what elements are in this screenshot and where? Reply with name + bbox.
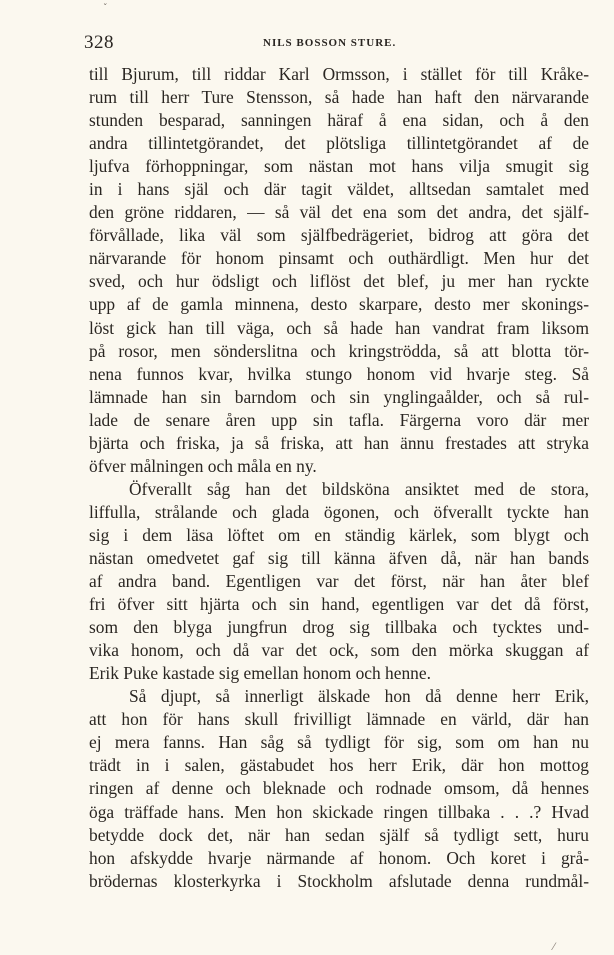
text-line: in i hans själ och där tagit väldet, alltsedan samtalet med [89,179,589,200]
text-line: nena funnos kvar, hvilka stungo honom vid hvarje steg. Så [89,363,589,384]
text-line: rum till herr Ture Stensson, så hade han haft den närvarande [89,87,589,108]
text-line: Öfverallt såg han det bildsköna ansiktet med de stora, [129,478,589,499]
text-line: förvållade, lika väl som själfbedrägeriet, bidrog att göra det [89,225,589,246]
text-line: Så djupt, så innerligt älskade hon då denne herr Erik, [129,686,589,707]
text-line: löst gick han till väga, och så hade han vandrat fram liksom [89,317,589,338]
text-line: lämnade han sin barndom och sin ynglingaålder, och så rul- [89,386,589,407]
text-line: brödernas klosterkyrka i Stockholm afslutade denna rundmål- [89,870,589,891]
text-line: bjärta och friska, ja så friska, att han ännu frestades att stryka [89,432,589,453]
text-line: den gröne riddaren, — så väl det ena som det andra, det själf- [89,202,589,223]
text-line: betydde dock det, när han sedan själf så tydligt sett, huru [89,824,589,845]
text-line: öga träffade hans. Men hon skickade ringen tillbaka . . .? Hvad [89,801,589,822]
text-line: att hon för hans skull frivilligt lämnade en värld, där han [89,709,589,730]
text-line: ljufva förhoppningar, som nästan mot hans vilja smugit sig [89,156,589,177]
text-line: nästan omedvetet gaf sig till känna äfven då, när han bands [89,547,589,568]
page-number: 328 [84,32,114,53]
text-line: trädt in i salen, gästabudet hos herr Erik, där hon mottog [89,755,589,776]
text-line: närvarande för honom pinsamt och outhärdligt. Men hur det [89,248,589,269]
text-line: som den blyga jungfrun drog sig tillbaka och tycktes und- [89,617,589,638]
text-line: af andra band. Egentligen var det först, när han åter blef [89,571,589,592]
text-line: ej mera fanns. Han såg så tydligt för sig, som om han nu [89,732,589,753]
text-line: lade de senare åren upp sin tafla. Färgerna voro där mer [89,409,589,430]
text-line: sig i dem läsa löftet om en ständig kärlek, som blygt och [89,524,589,545]
text-line: sved, och hur ödsligt och liflöst det blef, ju mer han ryckte [89,271,589,292]
pencil-mark: ⁄ [553,942,555,953]
text-line: till Bjurum, till riddar Karl Ormsson, i stället för till Kråke- [89,64,589,84]
text-line: andra tillintetgörandet, det plötsliga tillintetgörandet af de [89,133,589,154]
page-header [84,30,581,56]
text-line: fri öfver sitt hjärta och sin hand, egentligen var det då först, [89,594,589,615]
text-line: ringen af denne och bleknade och rodnade omsom, då hennes [89,778,589,799]
ink-mark: ˇ [103,4,108,14]
text-line: stunden besparad, sanningen häraf å ena sidan, och å den [89,110,589,131]
text-line: på rosor, men sönderslitna och kringströdda, så att blotta tör- [89,340,589,361]
text-line: upp af de gamla minnena, desto skarpare, desto mer skonings- [89,294,589,315]
running-head: NILS BOSSON STURE. [263,37,397,49]
text-line: öfver målningen och måla en ny. [89,455,317,476]
body-text [89,63,589,893]
text-line: Erik Puke kastade sig emellan honom och henne. [89,663,431,684]
text-line: hon afskydde hvarje närmande af honom. Och koret i grå- [89,847,589,868]
text-line: vika honom, och då var det ock, som den mörka skuggan af [89,640,589,661]
text-line: liffulla, strålande och glada ögonen, och öfverallt tyckte han [89,501,589,522]
